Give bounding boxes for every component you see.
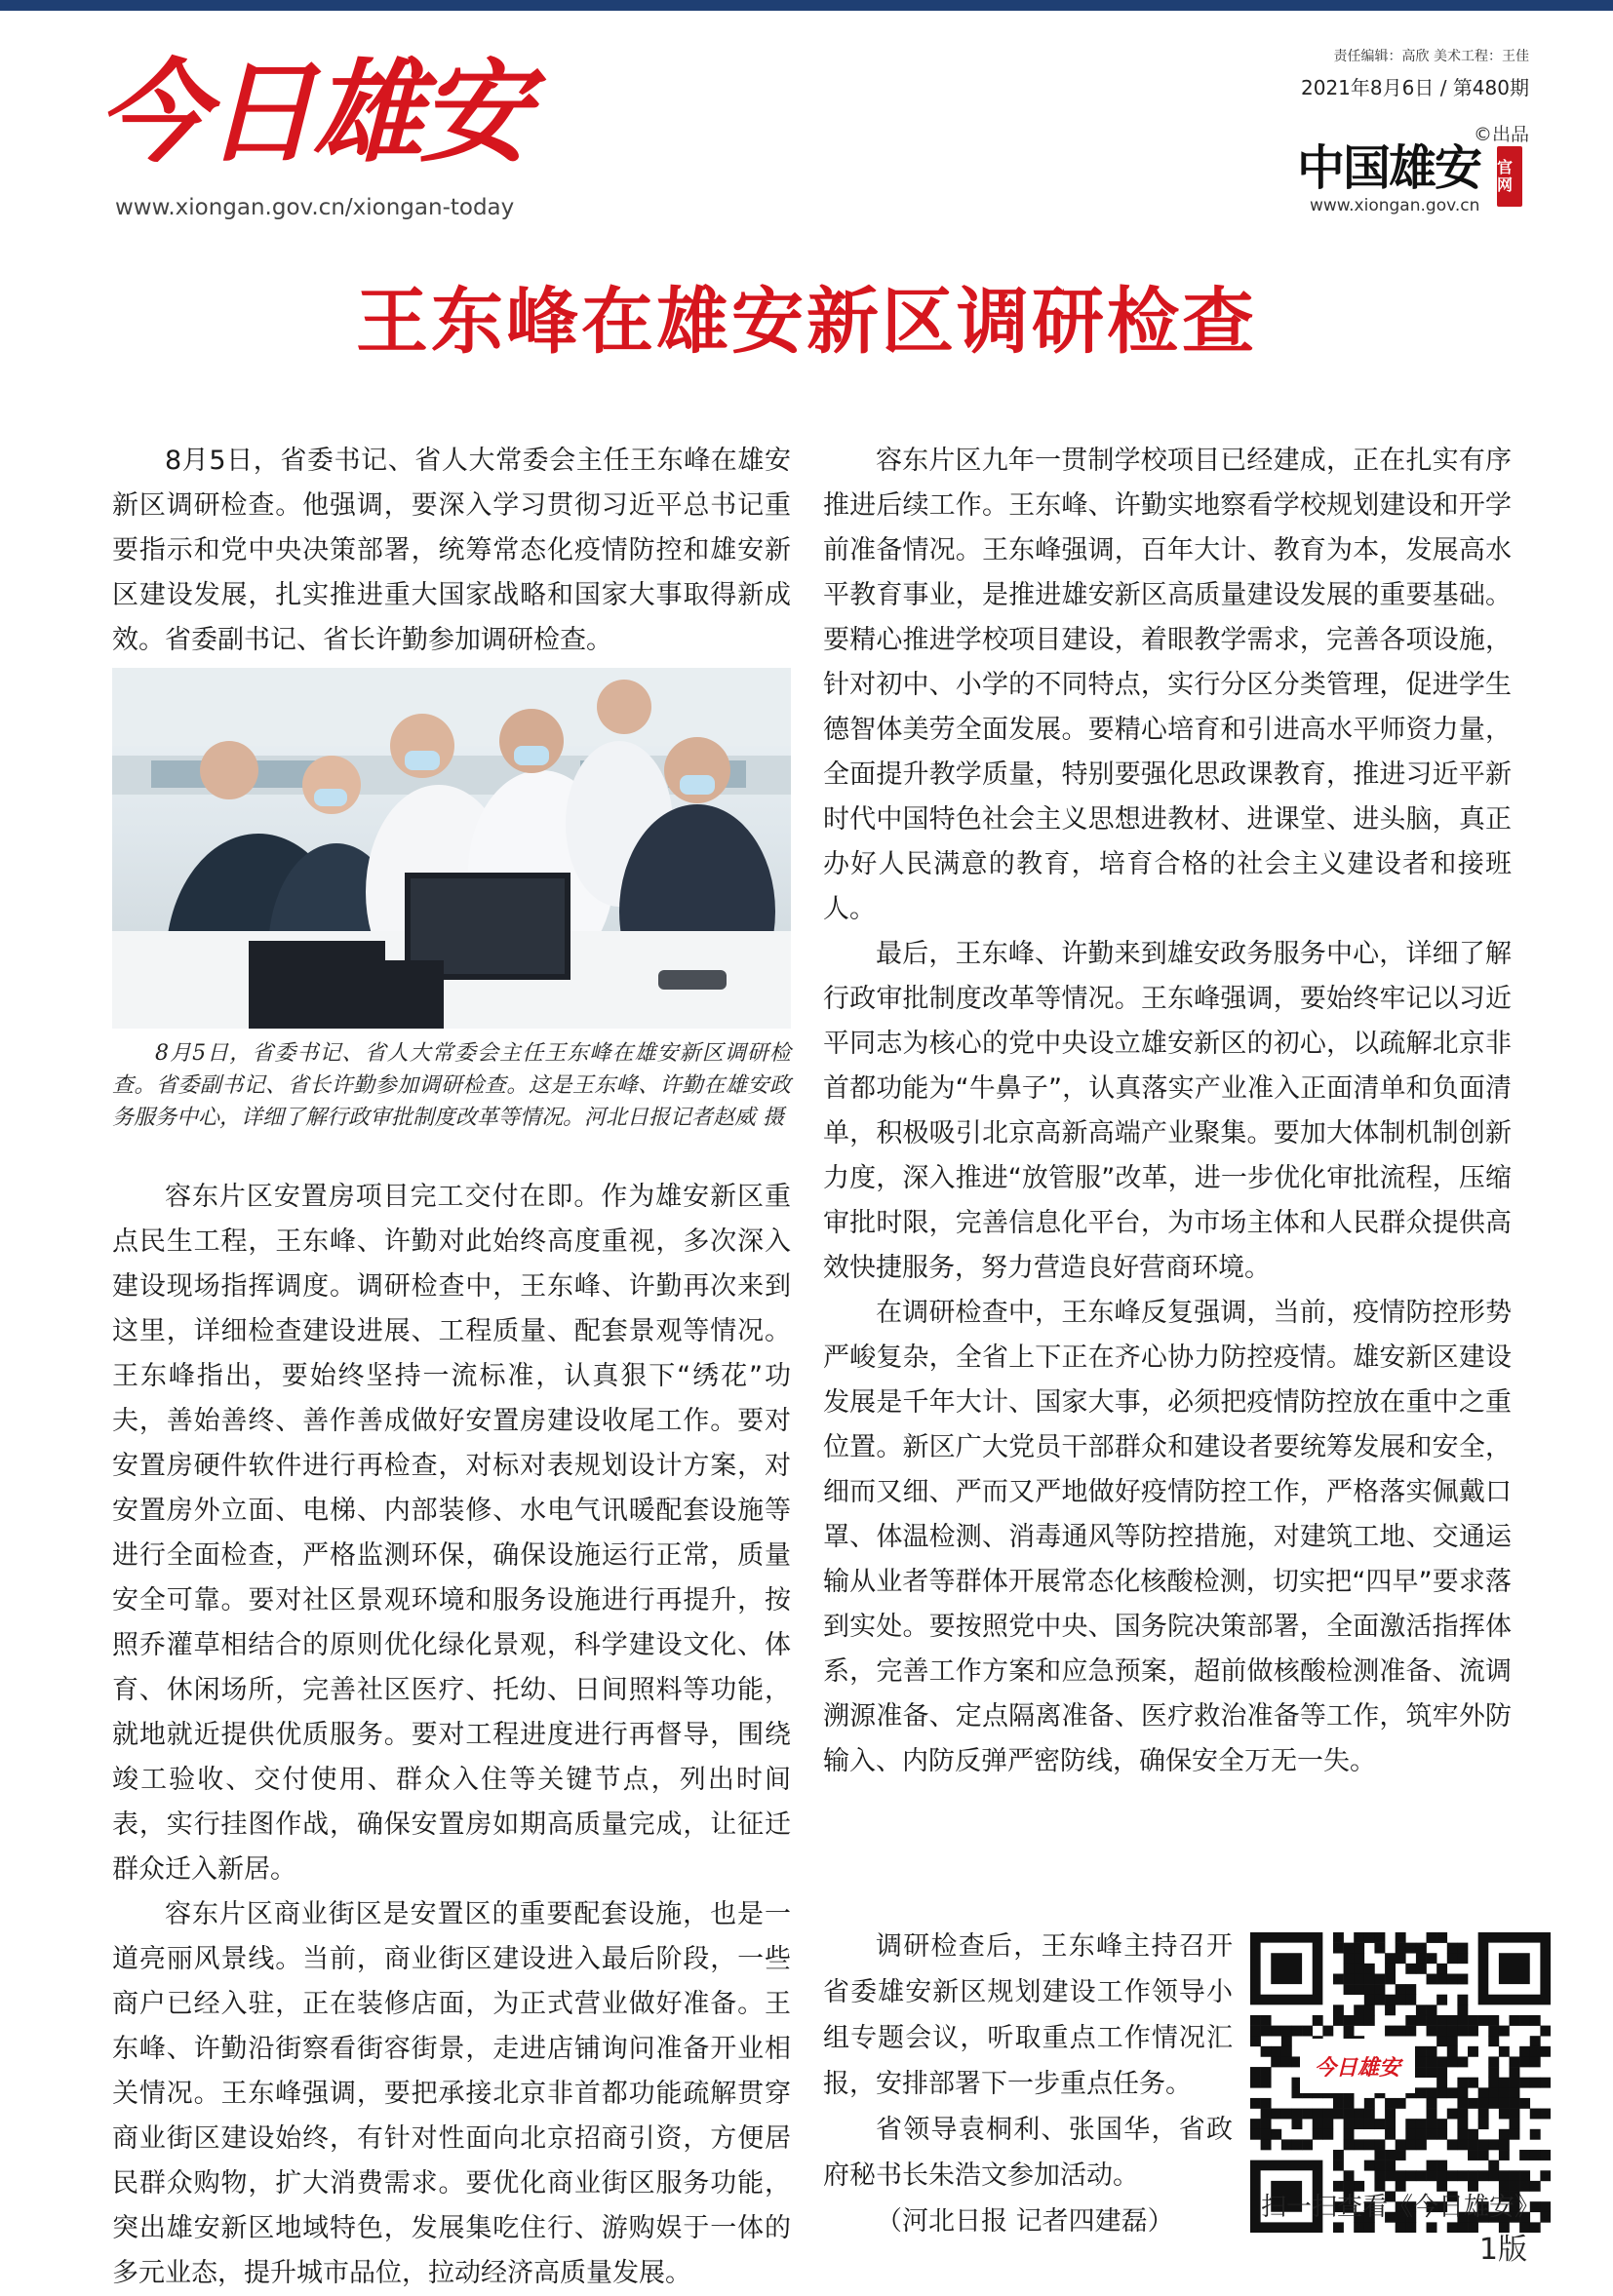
article-paragraph-1: 8月5日，省委书记、省人大常委会主任王东峰在雄安新区调研检查。他强调，要深入学习贯彻习近平总书记重要指示和党中央决策部署，统筹常态化疫情防控和雄安新区建设发展，扎实推进重大国家战略和国家大事取得新成效。省委副书记、省长许勤参加调研检查。 bbox=[112, 446, 791, 655]
china-xiongan-logo: 中国雄安 bbox=[1297, 139, 1481, 196]
editor-credits: 责任编辑：高欣 美术工程：王佳 bbox=[1333, 49, 1529, 64]
photo-illustration bbox=[112, 668, 791, 1029]
issue-info bbox=[1301, 72, 1529, 100]
article-column-left-top bbox=[112, 439, 791, 663]
official-seal: 官网 bbox=[1497, 146, 1522, 207]
article-credit: （河北日报 记者四建磊） bbox=[876, 2206, 1174, 2237]
photo-caption: 8月5日，省委书记、省人大常委会主任王东峰在雄安新区调研检查。省委副书记、省长许勤参加调研检查。这是王东峰、许勤在雄安政务服务中心，详细了解行政审批制度改革等情况。河北日报记者赵威 摄 bbox=[112, 1041, 791, 1130]
article-paragraph-7: 调研检查后，王东峰主持召开省委雄安新区规划建设工作领导小组专题会议，听取重点工作情况汇报，安排部署下一步重点任务。 bbox=[823, 1931, 1233, 2099]
issue-separator: / bbox=[1434, 76, 1453, 99]
article-paragraph-8: 省领导袁桐利、张国华，省政府秘书长朱浩文参加活动。 bbox=[823, 2115, 1233, 2191]
page-number: 1版 bbox=[1478, 2233, 1527, 2267]
article-paragraph-4: 容东片区九年一贯制学校项目已经建成，正在扎实有序推进后续工作。王东峰、许勤实地察看学校规划建设和开学前准备情况。王东峰强调，百年大计、教育为本，发展高水平教育事业，是推进雄安新区高质量建设发展的重要基础。要精心推进学校项目建设，着眼教学需求，完善各项设施，针对初中、小学的不同特点，实行分区分类管理，促进学生德智体美劳全面发展。要精心培育和引进高水平师资力量，全面提升教学质量，特别要强化思政课教育，推进习近平新时代中国特色社会主义思想进教材、进课堂、进头脑，真正办好人民满意的教育，培育合格的社会主义建设者和接班人。 bbox=[823, 446, 1512, 924]
article-paragraph-5: 最后，王东峰、许勤来到雄安政务服务中心，详细了解行政审批制度改革等情况。王东峰强调，要始终牢记以习近平同志为核心的党中央设立雄安新区的初心，以疏解北京非首都功能为“牛鼻子”，认真落实产业准入正面清单和负面清单，积极吸引北京高新高端产业聚集。要加大体制机制创新力度，深入推进“放管服”改革，进一步优化审批流程，压缩审批时限，完善信息化平台，为市场主体和人民群众提供高效快捷服务，努力营造良好营商环境。 bbox=[823, 939, 1512, 1283]
article-paragraph-3: 容东片区商业街区是安置区的重要配套设施，也是一道亮丽风景线。当前，商业街区建设进入最后阶段，一些商户已经入驻，正在装修店面，为正式营业做好准备。王东峰、许勤沿街察看街容街景，走进店铺询问准备开业相关情况。王东峰强调，要把承接北京非首都功能疏解贯穿商业街区建设始终，有针对性面向北京招商引资，方便居民群众购物，扩大消费需求。要优化商业街区服务功能，突出雄安新区地域特色，发展集吃住行、游购娱于一体的多元业态，提升城市品位，拉动经济高质量发展。 bbox=[112, 1899, 791, 2288]
top-color-bar bbox=[0, 0, 1613, 11]
qr-caption: 扫一扫查看《今日雄安》 bbox=[1260, 2193, 1540, 2222]
article-paragraph-2: 容东片区安置房项目完工交付在即。作为雄安新区重点民生工程，王东峰、许勤对此始终高度重视，多次深入建设现场指挥调度。调研检查中，王东峰、许勤再次来到这里，详细检查建设进展、工程质量、配套景观等情况。王东峰指出，要始终坚持一流标准，认真狠下“绣花”功夫，善始善终、善作善成做好安置房建设收尾工作。要对安置房硬件软件进行再检查，对标对表规划设计方案，对安置房外立面、电梯、内部装修、水电气讯暖配套设施等进行全面检查，严格监测环保，确保设施运行正常，质量安全可靠。要对社区景观环境和服务设施进行再提升，按照乔灌草相结合的原则优化绿化景观，科学建设文化、体育、休闲场所，完善社区医疗、托幼、日间照料等功能，就地就近提供优质服务。要对工程进度进行再督导，围绕竣工验收、交付使用、群众入住等关键节点，列出时间表，实行挂图作战，确保安置房如期高质量完成，让征迁群众迁入新居。 bbox=[112, 1182, 791, 1885]
brand-url[interactable]: www.xiongan.gov.cn bbox=[1310, 196, 1480, 215]
masthead-logo: 今日雄安 bbox=[98, 47, 528, 177]
article-column-right bbox=[823, 439, 1512, 1784]
page-title: 王东峰在雄安新区调研检查 bbox=[356, 280, 1257, 364]
article-column-right-lower bbox=[823, 1924, 1233, 2244]
article-column-left-bottom bbox=[112, 1175, 791, 2296]
produced-by: ©出品 bbox=[1473, 124, 1529, 145]
issue-number: 第480期 bbox=[1452, 76, 1529, 99]
qr-logo-label: 今日雄安 bbox=[1300, 2039, 1415, 2093]
news-photo bbox=[112, 668, 791, 1029]
masthead-url[interactable]: www.xiongan.gov.cn/xiongan-today bbox=[115, 195, 515, 220]
issue-date: 2021年8月6日 bbox=[1301, 76, 1435, 99]
article-paragraph-6: 在调研检查中，王东峰反复强调，当前，疫情防控形势严峻复杂，全省上下正在齐心协力防控疫情。雄安新区建设发展是千年大计、国家大事，必须把疫情防控放在重中之重位置。新区广大党员干部群众和建设者要统筹发展和安全，细而又细、严而又严地做好疫情防控工作，严格落实佩戴口罩、体温检测、消毒通风等防控措施，对建筑工地、交通运输从业者等群体开展常态化核酸检测，切实把“四早”要求落到实处。要按照党中央、国务院决策部署，全面激活指挥体系，完善工作方案和应急预案，超前做核酸检测准备、流调溯源准备、定点隔离准备、医疗救治准备等工作，筑牢外防输入、内防反弹严密防线，确保安全万无一失。 bbox=[823, 1298, 1512, 1776]
